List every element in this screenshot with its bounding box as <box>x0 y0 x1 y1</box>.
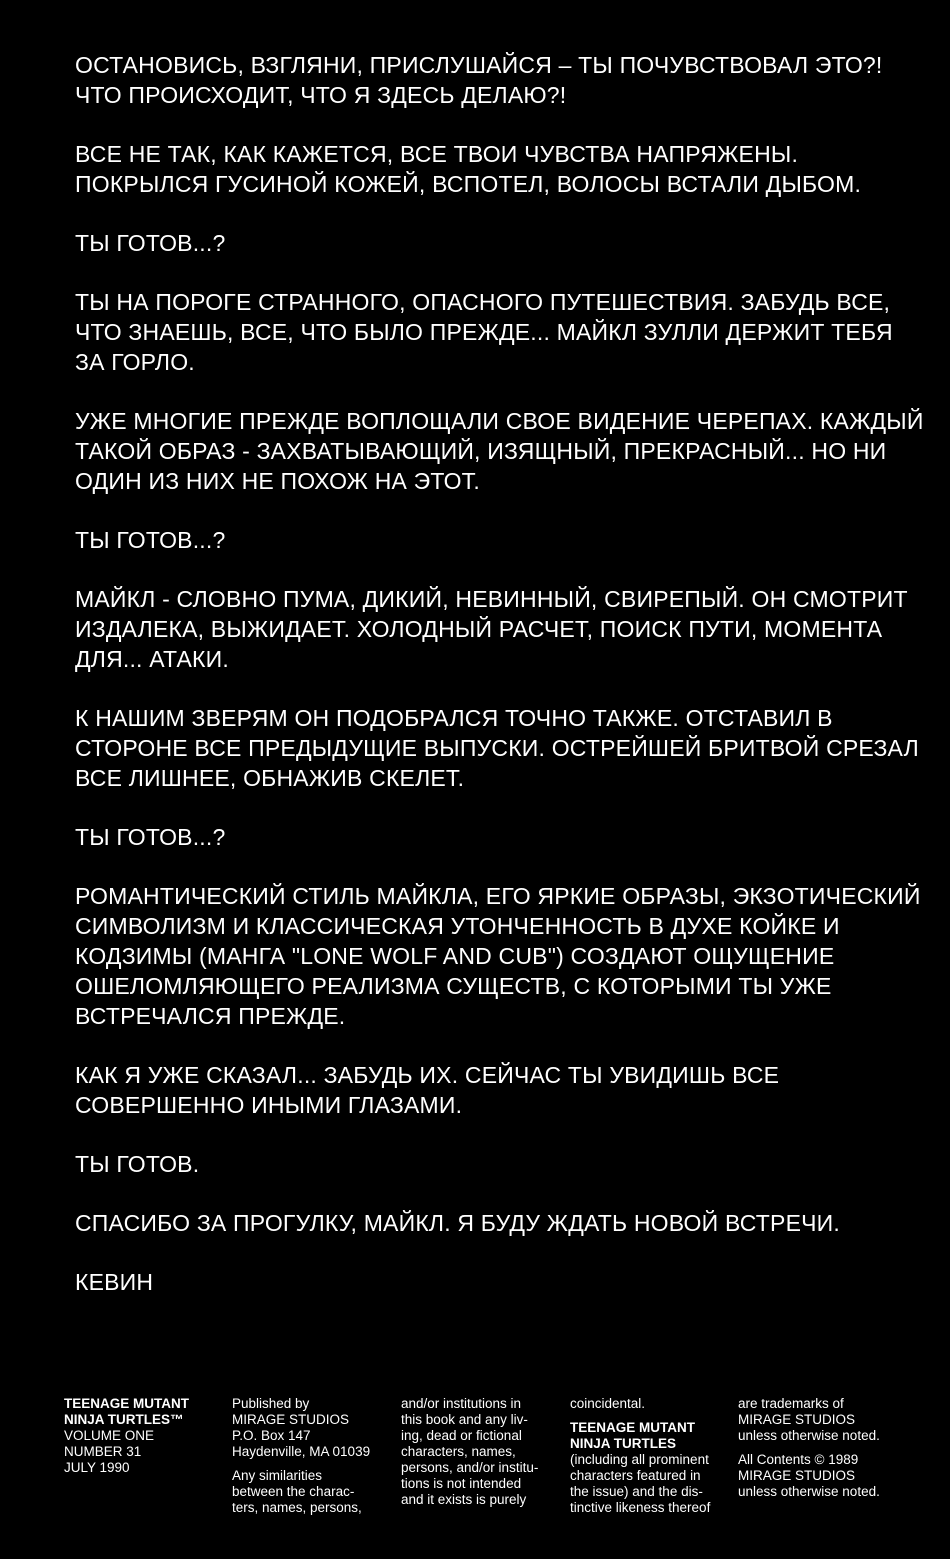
signature <box>75 1267 915 1297</box>
indicia-column-disclaimer <box>401 1396 561 1508</box>
indicia-line: tions is not intended <box>401 1476 522 1491</box>
indicia-line: and it exists is purely <box>401 1492 527 1507</box>
text-line: КОДЗИМЫ (МАНГА "LONE WOLF AND CUB") СОЗДАЮТ ОЩУЩЕНИЕ <box>75 943 835 969</box>
paragraph <box>75 1149 915 1179</box>
indicia-line: P.O. Box 147 <box>232 1428 311 1443</box>
text-line: ОШЕЛОМЛЯЮЩЕГО РЕАЛИЗМА СУЩЕСТВ, С КОТОРЫМИ ТЫ УЖЕ <box>75 973 832 999</box>
text-line: ОДИН ИЗ НИХ НЕ ПОХОЖ НА ЭТОТ. <box>75 468 480 494</box>
text-line: ЗА ГОРЛО. <box>75 349 195 375</box>
indicia-line: All Contents © 1989 <box>738 1452 859 1467</box>
text-line: СОВЕРШЕННО ИНЫМИ ГЛАЗАМИ. <box>75 1092 463 1118</box>
indicia-column-copyright <box>738 1396 908 1500</box>
indicia-title: TEENAGE MUTANT <box>570 1420 695 1435</box>
text-line: ТЫ ГОТОВ...? <box>75 230 226 256</box>
indicia-title: NINJA TURTLES <box>570 1436 677 1451</box>
indicia-line: coincidental. <box>570 1396 646 1411</box>
intro-text <box>75 50 924 1326</box>
text-line: ВСТРЕЧАЛСЯ ПРЕЖДЕ. <box>75 1003 346 1029</box>
text-line: ОСТАНОВИСЬ, ВЗГЛЯНИ, ПРИСЛУШАЙСЯ – ТЫ ПОЧУВСТВОВАЛ ЭТО?! <box>75 52 883 78</box>
paragraph <box>75 703 919 793</box>
indicia-line: between the charac- <box>232 1484 355 1499</box>
indicia-line: VOLUME ONE <box>64 1428 155 1443</box>
indicia-line: persons, and/or institu- <box>401 1460 539 1475</box>
indicia-column-trademark <box>570 1396 730 1516</box>
text-line: ЧТО ПРОИСХОДИТ, ЧТО Я ЗДЕСЬ ДЕЛАЮ?! <box>75 82 567 108</box>
indicia-line: (including all prominent <box>570 1452 709 1467</box>
text-line: ПОКРЫЛСЯ ГУСИНОЙ КОЖЕЙ, ВСПОТЕЛ, ВОЛОСЫ ВСТАЛИ ДЫБОМ. <box>75 171 862 197</box>
paragraph <box>75 881 921 1031</box>
text-line: СТОРОНЕ ВСЕ ПРЕДЫДУЩИЕ ВЫПУСКИ. ОСТРЕЙШЕЙ БРИТВОЙ СРЕЗАЛ <box>75 735 919 761</box>
text-line: ИЗДАЛЕКА, ВЫЖИДАЕТ. ХОЛОДНЫЙ РАСЧЕТ, ПОИСК ПУТИ, МОМЕНТА <box>75 616 883 642</box>
text-line: ТЫ ГОТОВ...? <box>75 527 226 553</box>
indicia-line: MIRAGE STUDIOS <box>738 1412 856 1427</box>
paragraph <box>75 584 915 674</box>
indicia-line: NUMBER 31 <box>64 1444 142 1459</box>
indicia-line: characters featured in <box>570 1468 701 1483</box>
paragraph <box>75 287 915 377</box>
indicia-line: and/or institutions in <box>401 1396 522 1411</box>
indicia-line: characters, names, <box>401 1444 516 1459</box>
text-line: КЕВИН <box>75 1269 154 1295</box>
text-line: ТЫ ГОТОВ. <box>75 1151 200 1177</box>
paragraph <box>75 406 924 496</box>
paragraph <box>75 822 915 852</box>
text-line: ТАКОЙ ОБРАЗ - ЗАХВАТЫВАЮЩИЙ, ИЗЯЩНЫЙ, ПРЕКРАСНЫЙ... НО НИ <box>75 438 887 464</box>
indicia-line: tinctive likeness thereof <box>570 1500 711 1515</box>
text-line: СПАСИБО ЗА ПРОГУЛКУ, МАЙКЛ. Я БУДУ ЖДАТЬ НОВОЙ ВСТРЕЧИ. <box>75 1210 840 1236</box>
indicia-line: MIRAGE STUDIOS <box>738 1468 856 1483</box>
indicia-line: unless otherwise noted. <box>738 1428 880 1443</box>
indicia-line: Any similarities <box>232 1468 323 1483</box>
paragraph <box>75 525 915 555</box>
indicia-line: ing, dead or fictional <box>401 1428 522 1443</box>
text-line: УЖЕ МНОГИЕ ПРЕЖДЕ ВОПЛОЩАЛИ СВОЕ ВИДЕНИЕ ЧЕРЕПАХ. КАЖДЫЙ <box>75 408 924 434</box>
text-line: РОМАНТИЧЕСКИЙ СТИЛЬ МАЙКЛА, ЕГО ЯРКИЕ ОБРАЗЫ, ЭКЗОТИЧЕСКИЙ <box>75 883 921 909</box>
text-line: ВСЕ НЕ ТАК, КАК КАЖЕТСЯ, ВСЕ ТВОИ ЧУВСТВА НАПРЯЖЕНЫ. <box>75 141 799 167</box>
indicia-line: are trademarks of <box>738 1396 844 1411</box>
text-line: ТЫ ГОТОВ...? <box>75 824 226 850</box>
paragraph <box>75 1060 915 1120</box>
text-line: КАК Я УЖЕ СКАЗАЛ... ЗАБУДЬ ИХ. СЕЙЧАС ТЫ УВИДИШЬ ВСЕ <box>75 1062 780 1088</box>
text-line: ЧТО ЗНАЕШЬ, ВСЕ, ЧТО БЫЛО ПРЕЖДЕ... МАЙКЛ ЗУЛЛИ ДЕРЖИТ ТЕБЯ <box>75 319 893 345</box>
indicia-column-issue <box>64 1396 214 1476</box>
indicia-line: MIRAGE STUDIOS <box>232 1412 350 1427</box>
paragraph <box>75 139 915 199</box>
indicia-column-publisher <box>232 1396 392 1516</box>
indicia-line: JULY 1990 <box>64 1460 130 1475</box>
indicia-line: this book and any liv- <box>401 1412 528 1427</box>
text-line: ДЛЯ... АТАКИ. <box>75 646 229 672</box>
indicia-line: the issue) and the dis- <box>570 1484 703 1499</box>
text-line: К НАШИМ ЗВЕРЯМ ОН ПОДОБРАЛСЯ ТОЧНО ТАКЖЕ. ОТСТАВИЛ В <box>75 705 833 731</box>
paragraph <box>75 228 915 258</box>
indicia-line: ters, names, persons, <box>232 1500 362 1515</box>
text-line: СИМВОЛИЗМ И КЛАССИЧЕСКАЯ УТОНЧЕННОСТЬ В ДУХЕ КОЙКЕ И <box>75 913 840 939</box>
indicia-title: TEENAGE MUTANT <box>64 1396 189 1411</box>
text-line: ТЫ НА ПОРОГЕ СТРАННОГО, ОПАСНОГО ПУТЕШЕСТВИЯ. ЗАБУДЬ ВСЕ, <box>75 289 891 315</box>
paragraph <box>75 50 915 110</box>
indicia-line: unless otherwise noted. <box>738 1484 880 1499</box>
indicia-line: Published by <box>232 1396 310 1411</box>
text-line: МАЙКЛ - СЛОВНО ПУМА, ДИКИЙ, НЕВИННЫЙ, СВИРЕПЫЙ. ОН СМОТРИТ <box>75 586 908 612</box>
paragraph <box>75 1208 915 1238</box>
indicia-title: NINJA TURTLES™ <box>64 1412 184 1427</box>
indicia-line: Haydenville, MA 01039 <box>232 1444 371 1459</box>
text-line: ВСЕ ЛИШНЕЕ, ОБНАЖИВ СКЕЛЕТ. <box>75 765 465 791</box>
